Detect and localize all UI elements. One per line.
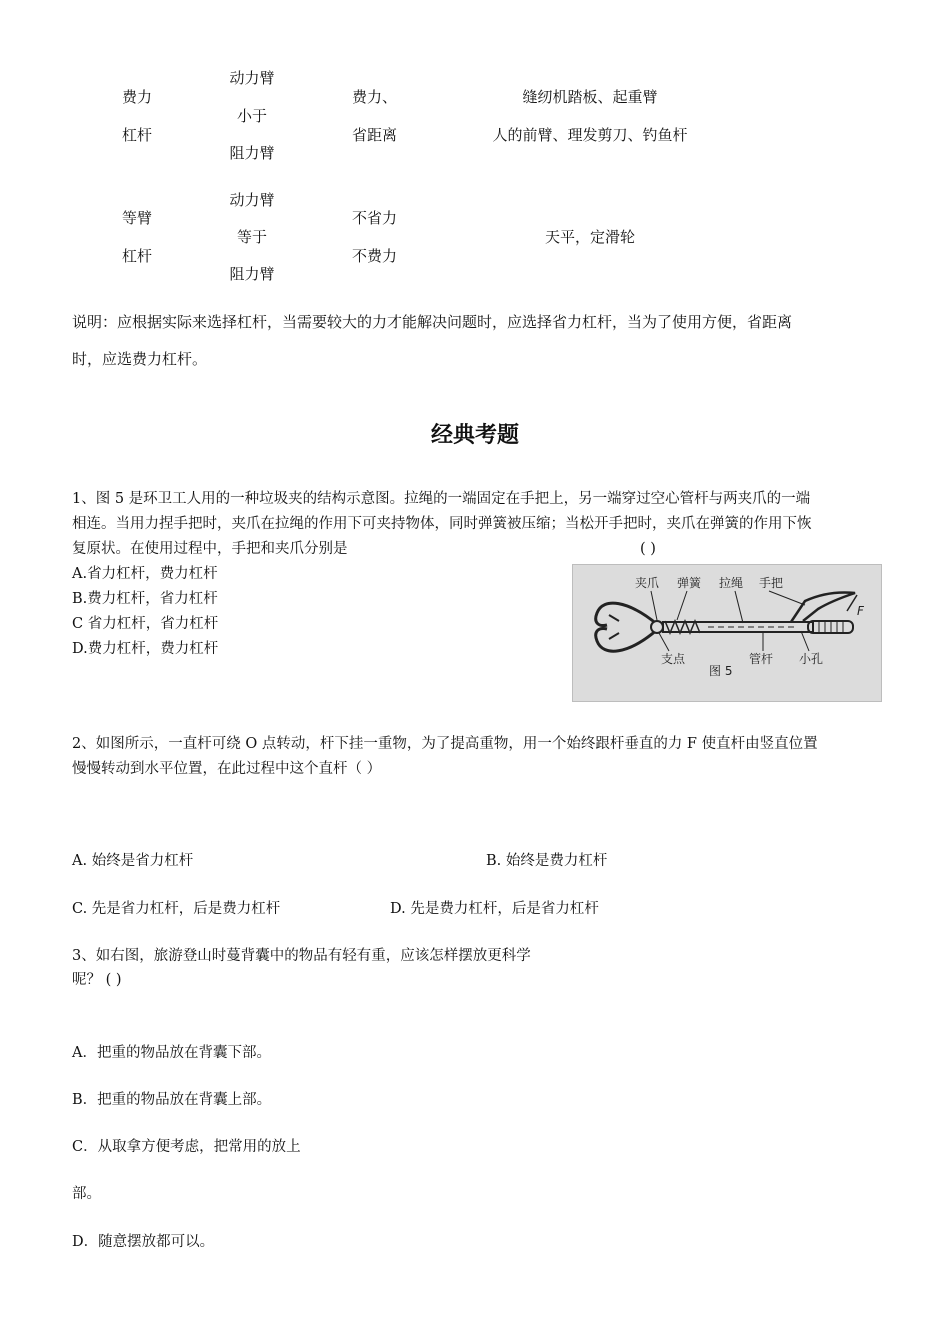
q1-option-b: B.费力杠杆，省力杠杆 [72,591,218,607]
label-spring: 弹簧 [677,576,702,590]
force-arrow [847,595,857,611]
q1-line3: 复原状。在使用过程中，手把和夹爪分别是 [72,541,348,557]
table-row-1-arm-line2: 小于 [236,107,267,125]
table-row-1-feature-line1: 费力、 [352,88,398,106]
grip-ridges [813,621,843,633]
table-row-2-type-line2: 杠杆 [122,247,153,265]
q1-option-c: C 省力杠杆，省力杠杆 [72,616,219,632]
leader-rope [735,591,743,623]
leader-handle [769,591,805,605]
upper-claw-shape [596,603,658,625]
leader-claw [651,591,657,620]
q3-line2: 呢？ ( ) [72,972,122,988]
table-row-1-type-line2: 杠杆 [122,126,153,144]
table-row-2-arm-line2: 等于 [236,228,267,246]
fulcrum-pivot [651,621,663,633]
q1-answer-blank: ( ) [640,541,656,557]
q2-option-c: C. 先是省力杠杆，后是费力杠杆 [72,901,281,917]
label-handle: 手把 [759,576,784,590]
q2-option-a: A. 始终是省力杠杆 [72,853,194,869]
table-row-2-type-line1: 等臂 [122,209,153,227]
table-row-1-example-line2: 人的前臂、理发剪刀、钓鱼杆 [492,126,688,144]
label-hole: 小孔 [799,652,824,666]
label-fulcrum: 支点 [661,652,686,666]
label-force: F [857,604,864,618]
q3-option-c-line2: 部。 [72,1186,101,1202]
section-title: 经典考题 [430,423,519,448]
claw-tips [609,615,619,639]
q3-option-b: B．把重的物品放在背囊上部。 [72,1092,272,1108]
table-row-2-arm-line1: 动力臂 [229,191,275,209]
table-row-1-arm-line1: 动力臂 [229,69,275,87]
table-row-2-arm-line3: 阻力臂 [229,265,275,283]
figure-caption: 图 5 [709,664,733,678]
table-row-1-feature-line2: 省距离 [352,126,398,144]
table-row-1-type-line1: 费力 [122,88,153,106]
q1-line2: 相连。当用力捏手把时，夹爪在拉绳的作用下可夹持物体，同时弹簧被压缩；当松开手把时，夹爪在弹簧的作用下恢 [72,516,812,532]
label-claw: 夹爪 [635,576,660,590]
table-row-1-arm-line3: 阻力臂 [229,144,275,162]
handle-lever [791,592,855,622]
leader-spring [677,591,687,620]
label-rope: 拉绳 [719,576,744,590]
lower-claw-shape [596,629,658,652]
litter-picker-diagram [573,565,881,701]
q1-line1: 1、图 5 是环卫工人用的一种垃圾夹的结构示意图。拉绳的一端固定在手把上，另一端穿过空心管杆与两夹爪的一端 [72,491,811,507]
q2-option-d: D. 先是费力杠杆，后是省力杠杆 [390,901,599,917]
q3-option-a: A．把重的物品放在背囊下部。 [72,1045,271,1061]
q3-option-c-line1: C．从取拿方便考虑，把常用的放上 [72,1139,301,1155]
q3-line1: 3、如右图，旅游登山时蔓背囊中的物品有轻有重，应该怎样摆放更科学 [72,948,531,964]
leader-hole [801,631,809,651]
label-tube: 管杆 [749,652,774,666]
note-line1: 说明：应根据实际来选择杠杆，当需要较大的力才能解决问题时，应选择省力杠杆，当为了使用方便，省距离 [72,313,793,331]
table-row-2-feature-line1: 不省力 [352,209,398,227]
q2-line2: 慢慢转动到水平位置，在此过程中这个直杆（ ） [72,761,382,777]
q2-option-b: B. 始终是费力杠杆 [486,853,608,869]
q1-option-d: D.费力杠杆，费力杠杆 [72,641,219,657]
table-row-2-feature-line2: 不费力 [352,247,398,265]
q1-option-a: A.省力杠杆，费力杠杆 [72,566,218,582]
litter-picker-figure [572,564,882,702]
table-row-2-example-line1: 天平，定滑轮 [544,228,635,246]
leader-fulcrum [659,633,669,651]
q2-line1: 2、如图所示，一直杆可绕 O 点转动，杆下挂一重物，为了提高重物，用一个始终跟杆垂直的力 F 使直杆由竖直位置 [72,736,818,752]
table-row-1-example-line1: 缝纫机踏板、起重臂 [522,88,658,106]
q3-option-d: D．随意摆放都可以。 [72,1234,215,1250]
note-line2: 时，应选费力杠杆。 [72,350,208,368]
